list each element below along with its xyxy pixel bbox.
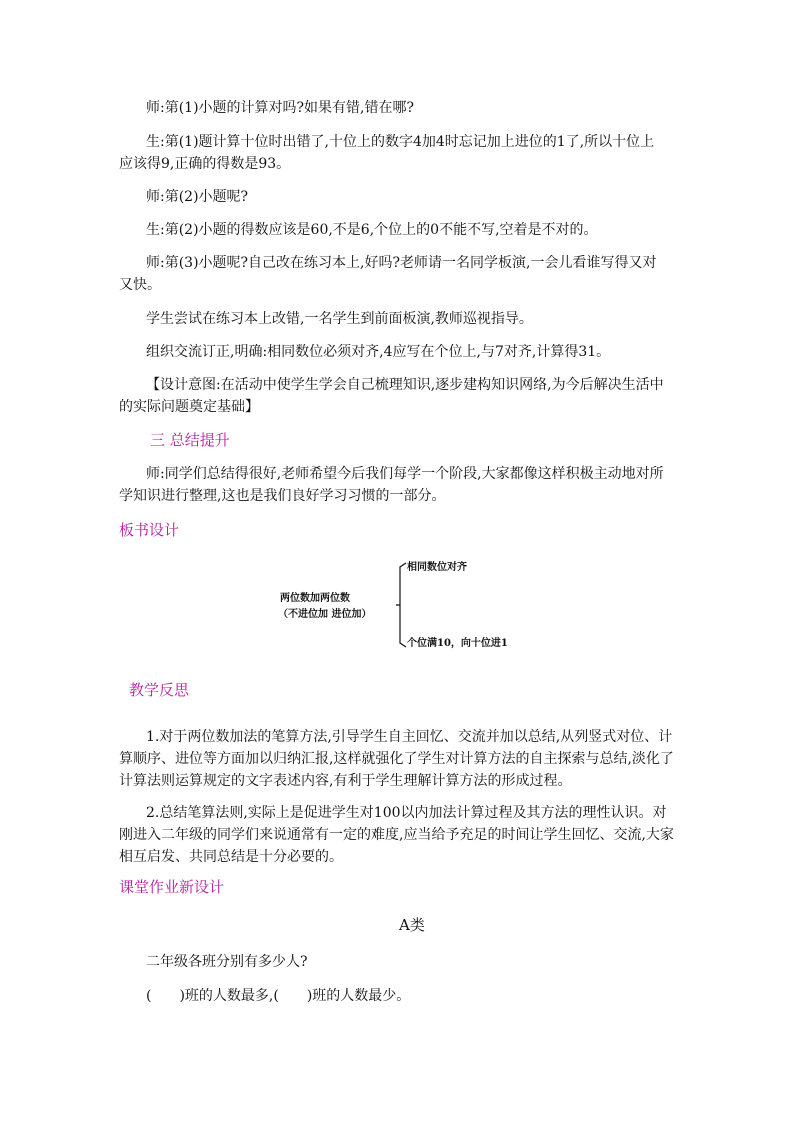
paragraph-line: 师:第(3)小题呢?自己改在练习本上,好吗?老师请一名同学板演,一会儿看谁写得又对 bbox=[146, 255, 657, 271]
board-diagram bbox=[270, 555, 540, 655]
paragraph-line: 生:第(2)小题的得数应该是60,不是6,个位上的0不能不写,空着是不对的。 bbox=[146, 222, 598, 238]
paragraph-line: 生:第(1)题计算十位时出错了,十位上的数字4加4时忘记加上进位的1了,所以十位上 bbox=[146, 134, 655, 150]
reflection-line: 2.总结笔算法则,实际上是促进学生对100以内加法计算过程及其方法的理性认识。对 bbox=[146, 805, 667, 821]
homework-blank-line: ( )班的人数最多,( )班的人数最少。 bbox=[146, 988, 411, 1004]
reflection-line: 算顺序、进位等方面加以归纳汇报,这样就强化了学生对计算方法的自主探索与总结,淡化了 bbox=[119, 751, 674, 767]
paragraph-line: 师:第(1)小题的计算对吗?如果有错,错在哪? bbox=[146, 100, 415, 116]
reflection-heading: 教学反思 bbox=[129, 681, 190, 699]
board-left-subtitle: （不进位加 进位加） bbox=[278, 609, 372, 620]
board-top-branch: 相同数位对齐 bbox=[407, 562, 467, 573]
homework-heading: 课堂作业新设计 bbox=[119, 878, 225, 896]
reflection-line: 计算法则运算规定的文字表述内容,有利于学生理解计算方法的形成过程。 bbox=[119, 773, 572, 789]
paragraph-line: 师:第(2)小题呢? bbox=[146, 189, 249, 205]
paragraph-line: 应该得9,正确的得数是93。 bbox=[119, 156, 291, 172]
design-intent-line: 的实际问题奠定基础】 bbox=[119, 399, 259, 415]
section-title: 三 总结提升 bbox=[150, 431, 230, 449]
reflection-line: 刚进入二年级的同学们来说通常有一定的难度,应当给予充足的时间让学生回忆、交流,大家 bbox=[119, 827, 674, 843]
board-bottom-branch: 个位满10，向十位进1 bbox=[407, 638, 508, 649]
reflection-line: 相互启发、共同总结是十分必要的。 bbox=[119, 849, 343, 865]
paragraph-line: 又快。 bbox=[119, 277, 161, 293]
design-intent-line: 【设计意图:在活动中使学生学会自己梳理知识,逐步建构知识网络,为今后解决生活中 bbox=[146, 377, 664, 393]
board-left-title: 两位数加两位数 bbox=[280, 593, 350, 604]
paragraph-line: 师:同学们总结得很好,老师希望今后我们每学一个阶段,大家都像这样积极主动地对所 bbox=[146, 466, 664, 482]
paragraph-line: 学知识进行整理,这也是我们良好学习习惯的一部分。 bbox=[119, 488, 446, 504]
category-title: A类 bbox=[399, 916, 425, 934]
board-design-heading: 板书设计 bbox=[119, 521, 180, 539]
reflection-line: 1.对于两位数加法的笔算方法,引导学生自主回忆、交流并加以总结,从列竖式对位、计 bbox=[146, 729, 673, 745]
homework-question: 二年级各班分别有多少人? bbox=[146, 954, 308, 970]
paragraph-line: 组织交流订正,明确:相同数位必须对齐,4应写在个位上,与7对齐,计算得31。 bbox=[146, 344, 611, 360]
paragraph-line: 学生尝试在练习本上改错,一名学生到前面板演,教师巡视指导。 bbox=[146, 311, 533, 327]
